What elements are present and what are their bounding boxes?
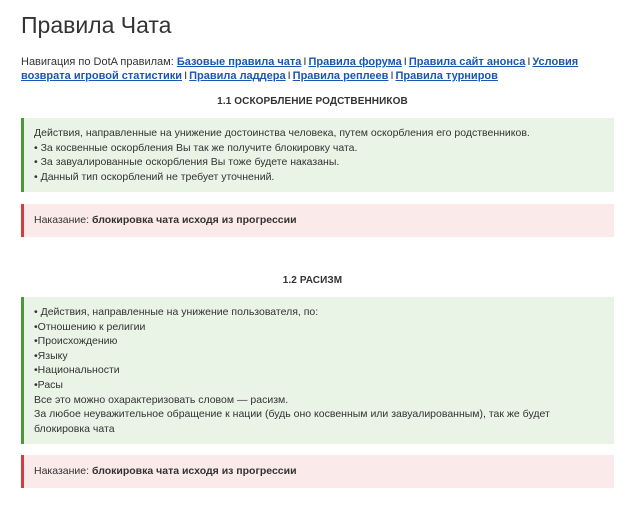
nav-separator: I xyxy=(390,70,394,82)
rule-line: блокировка чата xyxy=(34,422,115,435)
nav-link-announce-rules[interactable]: Правила сайт анонса xyxy=(408,56,526,68)
rule-line: • За завуалированные оскорбления Вы тоже будете наказаны. xyxy=(34,156,340,169)
rule-description-1-2 xyxy=(21,297,614,444)
nav-separator: I xyxy=(403,56,407,68)
rule-line: • За косвенные оскорбления Вы так же получите блокировку чата. xyxy=(34,141,358,154)
penalty-box-1-1 xyxy=(21,204,614,237)
nav-prefix: Навигация по DotA правилам: xyxy=(21,56,174,68)
nav-link-forum-rules[interactable]: Правила форума xyxy=(308,56,402,68)
nav-separator: I xyxy=(287,70,291,82)
section-title-1-2: 1.2 РАСИЗМ xyxy=(282,275,343,286)
rule-description-1-1 xyxy=(21,118,614,192)
rule-line: •Расы xyxy=(34,378,63,391)
rule-line: Действия, направленные на унижение достоинства человека, путем оскорбления его родственников. xyxy=(34,127,530,139)
rule-line: •Языку xyxy=(34,349,68,362)
penalty-value: блокировка чата исходя из прогрессии xyxy=(91,465,297,477)
nav-link-replay-rules[interactable]: Правила реплеев xyxy=(292,70,389,82)
rule-line: •Происхождению xyxy=(34,335,118,348)
rule-line: За любое неуважительное обращение к нации (будь оно косвенным или завуалированным), так же будет xyxy=(34,408,550,421)
rule-line: •Отношению к религии xyxy=(34,320,146,333)
nav-link-basic-chat-rules[interactable]: Базовые правила чата xyxy=(176,56,302,68)
rule-line: • Действия, направленные на унижение пользователя, по: xyxy=(34,306,319,318)
penalty-box-1-2 xyxy=(21,455,614,488)
nav-separator: I xyxy=(184,70,188,82)
nav-link-tournament-rules[interactable]: Правила турниров xyxy=(395,70,498,82)
nav-separator: I xyxy=(303,56,307,68)
section-title-1-1: 1.1 ОСКОРБЛЕНИЕ РОДСТВЕННИКОВ xyxy=(217,96,408,107)
nav-link-stats-return[interactable]: Условия возврата игровой статистики xyxy=(21,56,579,82)
page-title: Правила Чата xyxy=(21,12,172,38)
nav-separator: I xyxy=(527,56,531,68)
penalty-label: Наказание: xyxy=(34,214,90,226)
rules-navigation xyxy=(21,55,611,83)
nav-link-ladder-rules[interactable]: Правила ладдера xyxy=(189,70,286,82)
penalty-label: Наказание: xyxy=(34,465,90,477)
rule-line: •Национальности xyxy=(34,364,120,377)
rule-line: Все это можно охарактеризовать словом — расизм. xyxy=(34,393,289,406)
penalty-value: блокировка чата исходя из прогрессии xyxy=(91,214,297,226)
rule-line: • Данный тип оскорблений не требует уточнений. xyxy=(34,170,275,183)
